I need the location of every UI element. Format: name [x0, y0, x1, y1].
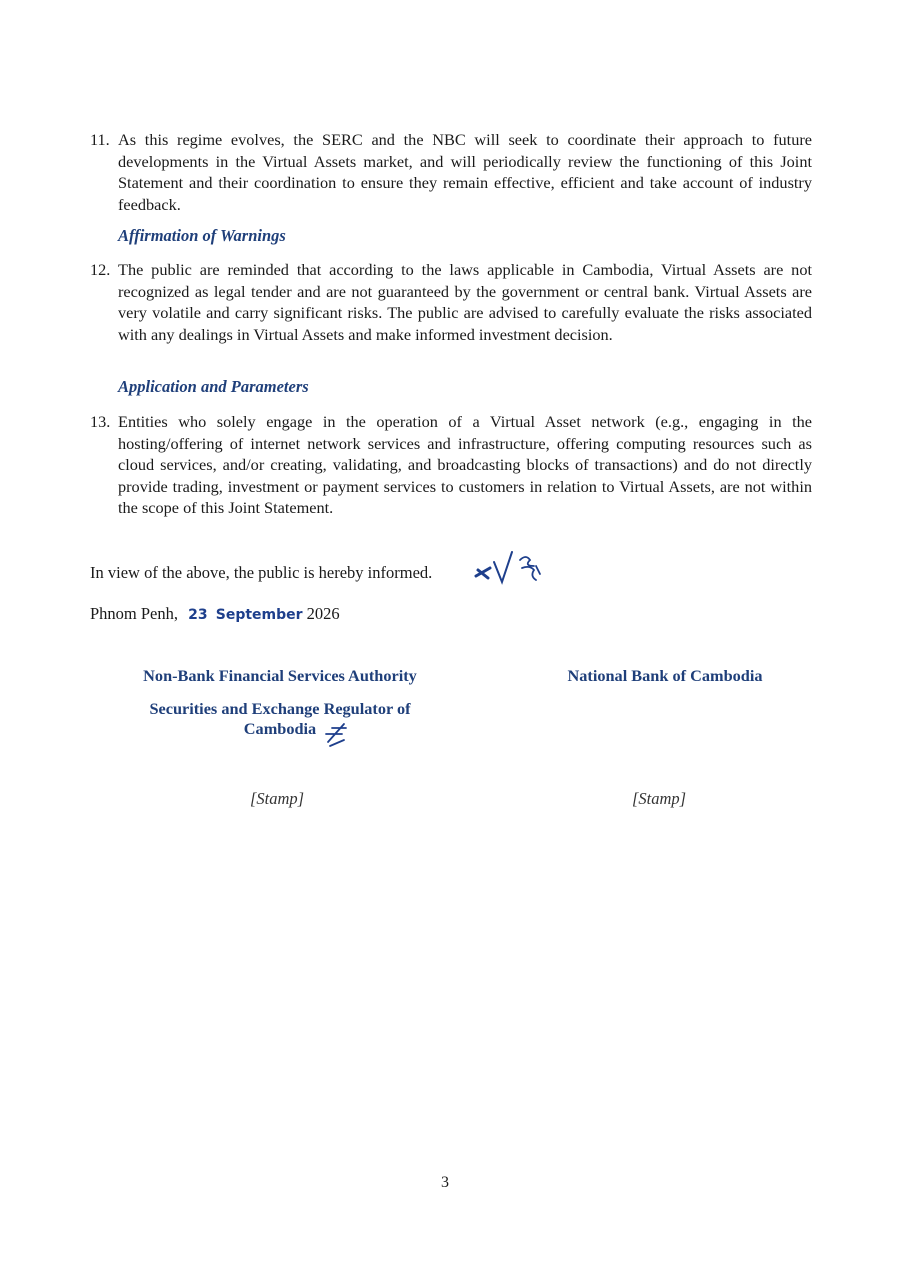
paragraph-text: Entities who solely engage in the operation of a Virtual Asset network (e.g., engaging in the hosting/offering of internet network services and infrastructure, offering computing resources such as cloud services, and/or creating, validating, and broadcasting blocks of transactions) and do not directly provide trading, investment or payment services to customers in relation to Virtual Assets, are not within the scope of this Joint Statement. — [118, 412, 812, 517]
paragraph-text: As this regime evolves, the SERC and the NBC will seek to coordinate their approach to future developments in the Virtual Assets market, and will periodically review the functioning of this Joint Statement and their coordination to ensure they remain effective, efficient and take account of industry feedback. — [118, 130, 812, 214]
stamp-left: [Stamp] — [250, 789, 305, 808]
paragraph-11 — [90, 129, 812, 215]
signatory-left-line3: Cambodia — [243, 719, 317, 738]
section-heading-affirmation: Affirmation of Warnings — [118, 226, 286, 245]
paragraph-number: 11. — [90, 130, 110, 149]
section-heading-application: Application and Parameters — [118, 377, 309, 396]
handwritten-month: September — [215, 607, 303, 623]
closing-statement: In view of the above, the public is hereby informed. — [90, 563, 433, 582]
place-label: Phnom Penh, — [90, 604, 179, 623]
signatory-left-name: Non-Bank Financial Services Authority — [143, 666, 417, 685]
paragraph-13 — [90, 411, 812, 519]
paragraph-number: 12. — [90, 260, 111, 279]
page-number: 3 — [441, 1174, 449, 1191]
signatory-right-name: National Bank of Cambodia — [567, 666, 763, 685]
signatory-left-line2: Securities and Exchange Regulator of — [149, 699, 411, 718]
paragraph-number: 13. — [90, 412, 111, 431]
handwritten-day: 23 — [188, 607, 208, 623]
stamp-right: [Stamp] — [632, 789, 687, 808]
paragraph-12 — [90, 259, 812, 345]
initials-mark — [322, 720, 352, 748]
signatory-left-title — [110, 699, 450, 739]
year: 2026 — [306, 604, 340, 623]
paragraph-text: The public are reminded that according to the laws applicable in Cambodia, Virtual Assets are not recognized as legal tender and are not guaranteed by the government or central bank. Virtual Assets are very volatile and carry significant risks. The public are advised to carefully evaluate the risks associated with any dealings in Virtual Assets and make informed investment decision. — [118, 260, 812, 344]
place-date — [90, 604, 340, 624]
initials-signature — [472, 548, 552, 588]
